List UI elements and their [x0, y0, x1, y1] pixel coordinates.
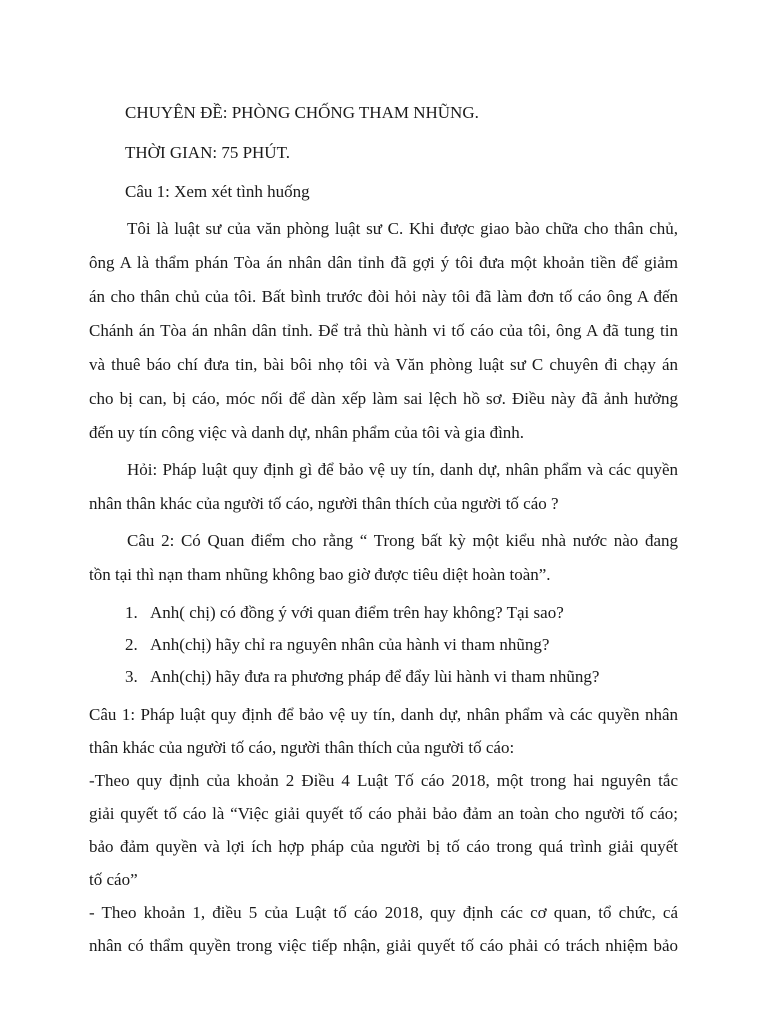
list-item: Anh( chị) có đồng ý với quan điểm trên hay không? Tại sao? [150, 603, 564, 622]
answer1-line: -Theo quy định của khoản 2 Điều 4 Luật Tố cáo 2018, một trong hai nguyên tắc [89, 771, 678, 790]
list-number: 1. [125, 603, 138, 622]
time-heading: THỜI GIAN: 75 PHÚT. [125, 143, 290, 162]
answer1-line: tố cáo” [89, 870, 138, 889]
question1-title: Câu 1: Xem xét tình huống [125, 182, 310, 201]
topic-heading: CHUYÊN ĐỀ: PHÒNG CHỐNG THAM NHŨNG. [125, 103, 479, 122]
question1-body-line: án cho thân chủ của tôi. Bất bình trước đòi hỏi này tôi đã làm đơn tố cáo ông A đến [89, 287, 678, 306]
question1-ask-line: nhân thân khác của người tố cáo, người thân thích của người tố cáo ? [89, 494, 559, 513]
question1-body-line: đến uy tín công việc và danh dự, nhân phẩm của tôi và gia đình. [89, 423, 525, 442]
answer1-line: thân khác của người tố cáo, người thân thích của người tố cáo: [89, 738, 515, 757]
list-number: 2. [125, 635, 138, 654]
question2-intro-line: tồn tại thì nạn tham nhũng không bao giờ được tiêu diệt hoàn toàn”. [89, 565, 551, 584]
answer1-line: - Theo khoản 1, điều 5 của Luật tố cáo 2018, quy định các cơ quan, tổ chức, cá [89, 903, 678, 922]
question1-ask-line: Hỏi: Pháp luật quy định gì để bảo vệ uy tín, danh dự, nhân phẩm và các quyền [127, 460, 678, 479]
list-item: Anh(chị) hãy chỉ ra nguyên nhân của hành vi tham nhũng? [150, 635, 550, 654]
question1-body-line: và thuê báo chí đưa tin, bài bôi nhọ tôi và Văn phòng luật sư C chuyên đi chạy án [89, 355, 678, 374]
answer1-line: Câu 1: Pháp luật quy định để bảo vệ uy tín, danh dự, nhân phẩm và các quyền nhân [89, 705, 678, 724]
question1-body-line: Chánh án Tòa án nhân dân tỉnh. Để trả thù hành vi tố cáo của tôi, ông A đã tung tin [89, 321, 678, 340]
answer1-line: giải quyết tố cáo là “Việc giải quyết tố cáo phải bảo đảm an toàn cho người tố cáo; [89, 804, 678, 823]
list-item: Anh(chị) hãy đưa ra phương pháp để đẩy lùi hành vi tham nhũng? [150, 667, 600, 686]
question1-body-line: ông A là thẩm phán Tòa án nhân dân tỉnh đã gợi ý tôi đưa một khoản tiền để giảm [89, 253, 678, 272]
answer1-line: nhân có thẩm quyền trong việc tiếp nhận, giải quyết tố cáo phải có trách nhiệm bảo [89, 936, 678, 955]
list-number: 3. [125, 667, 138, 686]
answer1-line: bảo đảm quyền và lợi ích hợp pháp của người bị tố cáo trong quá trình giải quyết [89, 837, 678, 856]
question1-body-line: cho bị can, bị cáo, móc nối để dàn xếp làm sai lệch hồ sơ. Điều này đã ảnh hưởng [89, 389, 678, 408]
question2-intro-line: Câu 2: Có Quan điểm cho rằng “ Trong bất kỳ một kiểu nhà nước nào đang [127, 531, 678, 550]
question1-body-line: Tôi là luật sư của văn phòng luật sư C. Khi được giao bào chữa cho thân chủ, [127, 219, 678, 238]
